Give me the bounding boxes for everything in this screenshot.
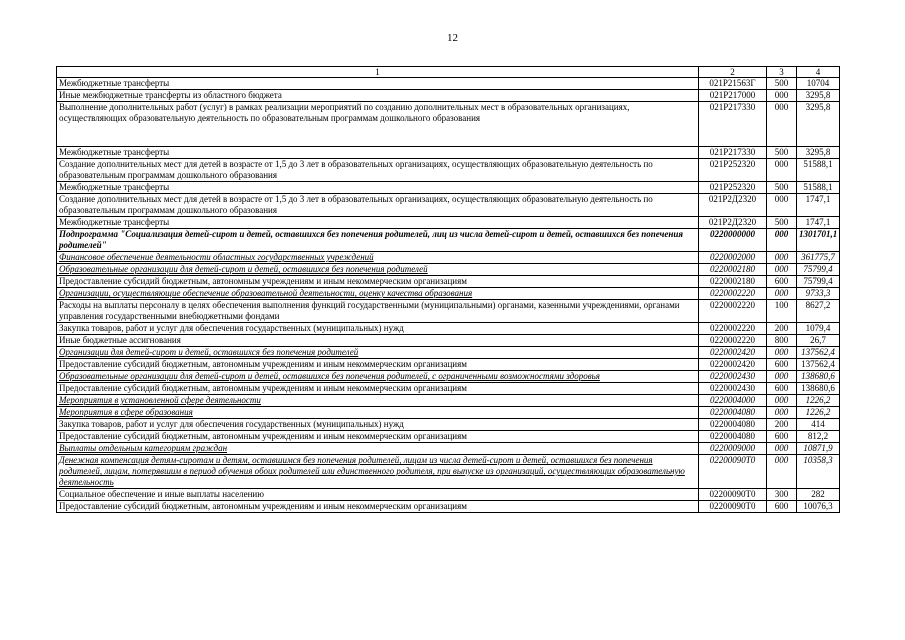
row-name-cell: Организации для детей-сирот и детей, оставшихся без попечения родителей (57, 347, 699, 359)
row-code-cell: 0220002420 (699, 347, 767, 359)
row-name-cell: Межбюджетные трансферты (57, 78, 699, 90)
row-name-cell: Денежная компенсация детям-сиротам и детям, оставшимся без попечения родителей, лицам из числа детей-сирот и детей, оставшихся без попечения родителей, лицам, потерявшим в период обучения обоих родителей или единственного родителя, при выпуске из организаций, осуществляющих образовательную деятельность (57, 455, 699, 489)
row-name-cell: Создание дополнительных мест для детей в возрасте от 1,5 до 3 лет в образовательных организациях, осуществляющих образовательную деятельность по образовательным программам дошкольного образования (57, 194, 699, 217)
row-expense-type-cell: 000 (767, 252, 797, 264)
row-amount-cell: 1079,4 (797, 323, 840, 335)
row-amount-cell: 3295,8 (797, 90, 840, 102)
row-name-cell: Образовательные организации для детей-сирот и детей, оставшихся без попечения родителей (57, 264, 699, 276)
row-code-cell: 0220002220 (699, 288, 767, 300)
table-row (57, 359, 840, 371)
row-amount-cell: 26,7 (797, 335, 840, 347)
row-amount-cell: 51588,1 (797, 182, 840, 194)
table-row (57, 443, 840, 455)
row-code-cell: 0220002000 (699, 252, 767, 264)
table-row (57, 276, 840, 288)
row-code-cell: 0220002220 (699, 323, 767, 335)
row-amount-cell: 1747,1 (797, 194, 840, 217)
table-row (57, 300, 840, 323)
row-expense-type-cell: 600 (767, 431, 797, 443)
row-amount-cell: 10871,9 (797, 443, 840, 455)
row-code-cell: 02200090Т0 (699, 501, 767, 513)
row-code-cell: 021Р21563Г (699, 78, 767, 90)
row-amount-cell: 51588,1 (797, 159, 840, 182)
table-row (57, 323, 840, 335)
row-amount-cell: 8627,2 (797, 300, 840, 323)
row-name-cell: Межбюджетные трансферты (57, 182, 699, 194)
row-code-cell: 0220002220 (699, 300, 767, 323)
row-expense-type-cell: 800 (767, 335, 797, 347)
row-code-cell: 0220000000 (699, 229, 767, 252)
row-amount-cell: 10076,3 (797, 501, 840, 513)
table-row (57, 288, 840, 300)
row-expense-type-cell: 200 (767, 323, 797, 335)
table-row (57, 217, 840, 229)
row-expense-type-cell: 000 (767, 90, 797, 102)
row-expense-type-cell: 600 (767, 383, 797, 395)
row-expense-type-cell: 000 (767, 264, 797, 276)
row-amount-cell: 1226,2 (797, 395, 840, 407)
row-expense-type-cell: 000 (767, 407, 797, 419)
row-name-cell: Предоставление субсидий бюджетным, автономным учреждениям и иным некоммерческим организациям (57, 383, 699, 395)
row-code-cell: 0220002220 (699, 335, 767, 347)
row-expense-type-cell: 600 (767, 276, 797, 288)
row-expense-type-cell: 000 (767, 395, 797, 407)
table-row (57, 419, 840, 431)
row-expense-type-cell: 100 (767, 300, 797, 323)
row-name-cell: Межбюджетные трансферты (57, 217, 699, 229)
row-amount-cell: 414 (797, 419, 840, 431)
table-row (57, 147, 840, 159)
row-amount-cell: 1747,1 (797, 217, 840, 229)
header-col-1: 1 (57, 67, 699, 78)
row-name-cell: Социальное обеспечение и иные выплаты населению (57, 489, 699, 501)
row-code-cell: 02200090Т0 (699, 455, 767, 489)
row-name-cell: Организации, осуществляющие обеспечение образовательной деятельности, оценку качества образования (57, 288, 699, 300)
row-expense-type-cell: 000 (767, 194, 797, 217)
row-name-cell: Межбюджетные трансферты (57, 147, 699, 159)
row-amount-cell: 10358,3 (797, 455, 840, 489)
table-row (57, 102, 840, 147)
table-row (57, 407, 840, 419)
table-row (57, 347, 840, 359)
row-expense-type-cell: 600 (767, 501, 797, 513)
row-expense-type-cell: 000 (767, 347, 797, 359)
row-amount-cell: 75799,4 (797, 264, 840, 276)
row-code-cell: 0220004080 (699, 419, 767, 431)
row-expense-type-cell: 000 (767, 102, 797, 147)
row-amount-cell: 282 (797, 489, 840, 501)
header-col-3: 3 (767, 67, 797, 78)
row-expense-type-cell: 300 (767, 489, 797, 501)
row-amount-cell: 1226,2 (797, 407, 840, 419)
row-expense-type-cell: 000 (767, 371, 797, 383)
table-row (57, 335, 840, 347)
row-code-cell: 021Р217000 (699, 90, 767, 102)
row-code-cell: 021Р217330 (699, 147, 767, 159)
table-row (57, 395, 840, 407)
row-amount-cell: 812,2 (797, 431, 840, 443)
row-name-cell: Расходы на выплаты персоналу в целях обеспечения выполнения функций государственными (муниципальными) органами, казенными учреждениями, органами управления государственными внебюджетными фондами (57, 300, 699, 323)
row-amount-cell: 3295,8 (797, 147, 840, 159)
row-amount-cell: 137562,4 (797, 359, 840, 371)
table-row (57, 229, 840, 252)
row-amount-cell: 3295,8 (797, 102, 840, 147)
row-code-cell: 021Р217330 (699, 102, 767, 147)
header-col-4: 4 (797, 67, 840, 78)
row-name-cell: Образовательные организации для детей-сирот и детей, оставшихся без попечения родителей, с ограниченными возможностями здоровья (57, 371, 699, 383)
row-amount-cell: 361775,7 (797, 252, 840, 264)
table-row (57, 252, 840, 264)
table-row (57, 264, 840, 276)
header-col-2: 2 (699, 67, 767, 78)
row-name-cell: Предоставление субсидий бюджетным, автономным учреждениям и иным некоммерческим организациям (57, 431, 699, 443)
row-expense-type-cell: 500 (767, 182, 797, 194)
row-code-cell: 0220002430 (699, 371, 767, 383)
row-amount-cell: 9733,3 (797, 288, 840, 300)
row-name-cell: Предоставление субсидий бюджетным, автономным учреждениям и иным некоммерческим организациям (57, 359, 699, 371)
row-code-cell: 0220002430 (699, 383, 767, 395)
row-name-cell: Иные межбюджетные трансферты из областного бюджета (57, 90, 699, 102)
table-row (57, 90, 840, 102)
row-amount-cell: 138680,6 (797, 383, 840, 395)
table-header-row (57, 67, 840, 78)
row-expense-type-cell: 000 (767, 229, 797, 252)
row-name-cell: Создание дополнительных мест для детей в возрасте от 1,5 до 3 лет в образовательных организациях, осуществляющих образовательную деятельность по образовательным программам дошкольного образования (57, 159, 699, 182)
row-code-cell: 021Р2Д2320 (699, 217, 767, 229)
table-row (57, 182, 840, 194)
table-row (57, 501, 840, 513)
row-code-cell: 0220004080 (699, 407, 767, 419)
row-amount-cell: 10704 (797, 78, 840, 90)
row-name-cell: Выплаты отдельным категориям граждан (57, 443, 699, 455)
table-row (57, 431, 840, 443)
row-name-cell: Подпрограмма "Социализация детей-сирот и детей, оставшихся без попечения родителей, лиц из числа детей-сирот и детей, оставшихся без попечения родителей" (57, 229, 699, 252)
row-code-cell: 0220002180 (699, 264, 767, 276)
row-expense-type-cell: 600 (767, 359, 797, 371)
row-code-cell: 0220002420 (699, 359, 767, 371)
table-row (57, 489, 840, 501)
row-name-cell: Закупка товаров, работ и услуг для обеспечения государственных (муниципальных) нужд (57, 323, 699, 335)
row-code-cell: 0220009000 (699, 443, 767, 455)
row-amount-cell: 1301701,1 (797, 229, 840, 252)
row-expense-type-cell: 000 (767, 443, 797, 455)
row-code-cell: 0220004080 (699, 431, 767, 443)
row-expense-type-cell: 000 (767, 159, 797, 182)
row-name-cell: Иные бюджетные ассигнования (57, 335, 699, 347)
row-name-cell: Выполнение дополнительных работ (услуг) в рамках реализации мероприятий по созданию дополнительных мест в образовательных организациях, осуществляющих образовательную деятельность по образовательным программам дошкольного образования (57, 102, 699, 147)
row-expense-type-cell: 500 (767, 147, 797, 159)
table-row (57, 371, 840, 383)
row-expense-type-cell: 000 (767, 455, 797, 489)
row-code-cell: 0220004000 (699, 395, 767, 407)
row-name-cell: Мероприятия в установленной сфере деятельности (57, 395, 699, 407)
row-expense-type-cell: 500 (767, 78, 797, 90)
row-name-cell: Предоставление субсидий бюджетным, автономным учреждениям и иным некоммерческим организациям (57, 276, 699, 288)
table-row (57, 194, 840, 217)
row-amount-cell: 137562,4 (797, 347, 840, 359)
row-code-cell: 02200090Т0 (699, 489, 767, 501)
row-expense-type-cell: 200 (767, 419, 797, 431)
table-row (57, 455, 840, 489)
row-amount-cell: 138680,6 (797, 371, 840, 383)
row-code-cell: 0220002180 (699, 276, 767, 288)
table-row (57, 159, 840, 182)
row-name-cell: Закупка товаров, работ и услуг для обеспечения государственных (муниципальных) нужд (57, 419, 699, 431)
row-amount-cell: 75799,4 (797, 276, 840, 288)
row-code-cell: 021Р252320 (699, 182, 767, 194)
row-code-cell: 021Р252320 (699, 159, 767, 182)
row-expense-type-cell: 500 (767, 217, 797, 229)
row-name-cell: Финансовое обеспечение деятельности областных государственных учреждений (57, 252, 699, 264)
table-row (57, 383, 840, 395)
table-row (57, 78, 840, 90)
page-number: 12 (447, 32, 458, 44)
row-name-cell: Мероприятия в сфере образования (57, 407, 699, 419)
budget-table (56, 66, 840, 513)
row-name-cell: Предоставление субсидий бюджетным, автономным учреждениям и иным некоммерческим организациям (57, 501, 699, 513)
row-code-cell: 021Р2Д2320 (699, 194, 767, 217)
table-body (57, 78, 840, 513)
row-expense-type-cell: 000 (767, 288, 797, 300)
